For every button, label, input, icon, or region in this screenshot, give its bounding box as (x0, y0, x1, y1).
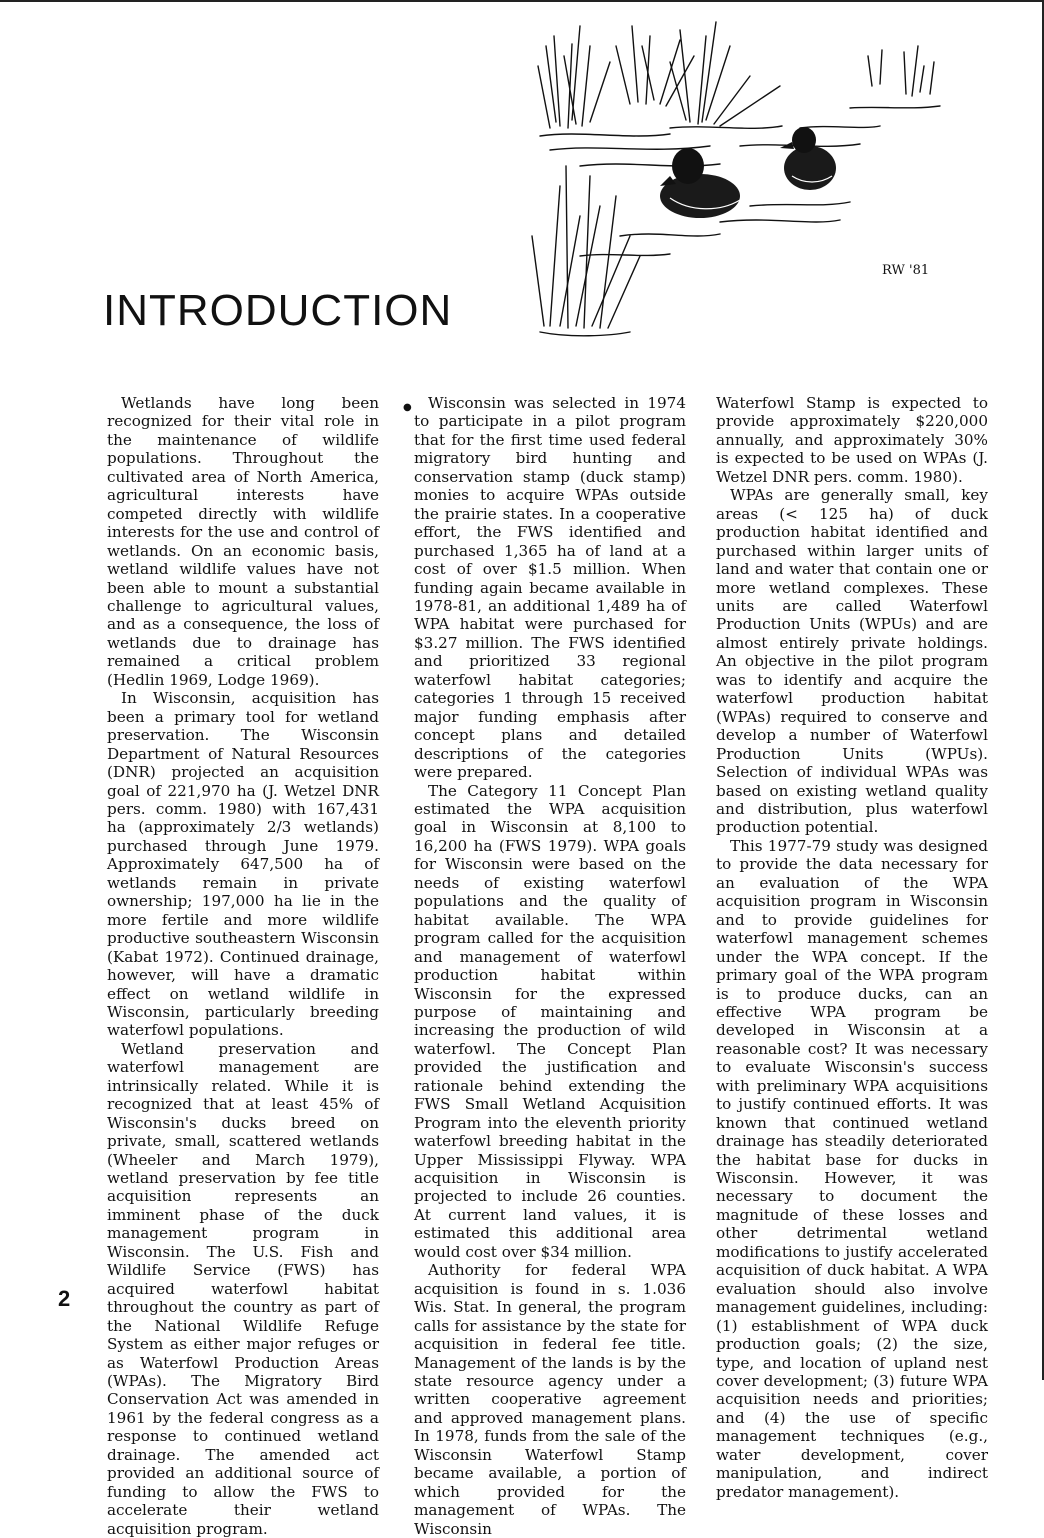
page-title: INTRODUCTION (103, 286, 453, 335)
paragraph: Waterfowl Stamp is expected to provide approximately $220,000 annually, and approximately 30% is expected to be used on WPAs (J. Wetzel DNR pers. comm. 1980). (716, 394, 988, 486)
column-1 (107, 394, 379, 1538)
paragraph: Wetland preservation and waterfowl management are intrinsically related. While it is recognized that at least 45% of Wisconsin's ducks breed on private, small, scattered wetlands (Wheeler and March 1979), wetland preservation by fee title acquisition represents an imminent phase of the duck management program in Wisconsin. The U.S. Fish and Wildlife Service (FWS) has acquired waterfowl habitat throughout the country as part of the National Wildlife Refuge System as either major refuges or as Waterfowl Production Areas (WPAs). The Migratory Bird Conservation Act was amended in 1961 by the federal congress as a response to continued wetland drainage. The amended act provided an additional source of funding to allow the FWS to accelerate their wetland acquisition program. (107, 1039, 379, 1538)
duck-right (780, 127, 836, 190)
paragraph: In Wisconsin, acquisition has been a primary tool for wetland preservation. The Wisconsin Department of Natural Resources (DNR) projected an acquisition goal of 221,970 ha (J. Wetzel DNR pers. comm. 1980) with 167,431 ha (approximately 2/3 wetlands) purchased through June 1979. Approximately 647,500 ha of wetlands remain in private ownership; 197,000 ha lie in the more fertile and more wildlife productive southeastern Wisconsin (Kabat 1972). Continued drainage, however, will have a dramatic effect on wetland wildlife in Wisconsin, particularly breeding waterfowl populations. (107, 689, 379, 1040)
column-3 (716, 394, 988, 1501)
page-border-top (0, 0, 1044, 2)
duck-marsh-illustration (520, 16, 980, 346)
duck-left (660, 148, 740, 218)
paragraph: Wisconsin was selected in 1974 to participate in a pilot program that for the first time used federal migratory bird hunting and conservation stamp (duck stamp) monies to acquire WPAs outside the prairie states. In a cooperative effort, the FWS identified and purchased 1,365 ha of land at a cost of over $1.5 million. When funding again became available in 1978-81, an additional 1,489 ha of WPA habitat were purchased for $3.27 million. The FWS identified and prioritized 33 regional waterfowl habitat categories; categories 1 through 15 received major funding emphasis after concept plans and detailed descriptions of the categories were prepared. (414, 394, 686, 782)
paragraph: This 1977-79 study was designed to provide the data necessary for an evaluation of the WPA acquisition program in Wisconsin and to provide guidelines for waterfowl management schemes under the WPA concept. If the primary goal of the WPA program is to produce ducks, can an effective WPA program be developed in Wisconsin at a reasonable cost? It was necessary to evaluate Wisconsin's success with preliminary WPA acquisitions to justify continued efforts. It was known that continued wetland drainage has steadily deteriorated the habitat base for ducks in Wisconsin. However, it was necessary to document the magnitude of these losses and other detrimental wetland modifications to justify accelerated acquisition of duck habitat. A WPA evaluation should also involve management guidelines, including: (1) establishment of WPA duck production goals; (2) the size, type, and location of upland nest cover development; (3) future WPA acquisition needs and priorities; and (4) the use of specific management techniques (e.g., water development, cover manipulation, and indirect predator management). (716, 836, 988, 1501)
illustration-signature: RW '81 (882, 263, 930, 278)
paragraph: The Category 11 Concept Plan estimated the WPA acquisition goal in Wisconsin at 8,100 to 16,200 ha (FWS 1979). WPA goals for Wisconsin were based on the needs of existing waterfowl populations and the quality of habitat available. The WPA program called for the acquisition and management of waterfowl production habitat within Wisconsin for the expressed purpose of maintaining and increasing the production of wild waterfowl. The Concept Plan provided the justification and rationale behind extending the FWS Small Wetland Acquisition Program into the eleventh priority waterfowl breeding habitat in the Upper Mississippi Flyway. WPA acquisition in Wisconsin is projected to include 26 counties. At current land values, it is estimated this additional area would cost over $34 million. (414, 781, 686, 1261)
page-number: 2 (58, 1286, 71, 1311)
column-2 (414, 394, 686, 1538)
paragraph: WPAs are generally small, key areas (< 125 ha) of duck production habitat identified and purchased within larger units of land and water that contain one or more wetland complexes. These units are called Waterfowl Production Units (WPUs) and are almost entirely private holdings. An objective in the pilot program was to identify and acquire the waterfowl production habitat (WPAs) required to conserve and develop a number of Waterfowl Production Units (WPUs). Selection of individual WPAs was based on existing wetland quality and distribution, plus waterfowl production potential. (716, 486, 988, 837)
paragraph: Wetlands have long been recognized for their vital role in the maintenance of wildlife populations. Throughout the cultivated area of North America, agricultural interests have competed directly with wildlife interests for the use and control of wetlands. On an economic basis, wetland wildlife values have not been able to mount a substantial challenge to agricultural values, and as a consequence, the loss of wetlands due to drainage has remained a critical problem (Hedlin 1969, Lodge 1969). (107, 394, 379, 689)
bullet-mark: ● (403, 402, 412, 413)
paragraph: Authority for federal WPA acquisition is found in s. 1.036 Wis. Stat. In general, the program calls for assistance by the state for acquisition in federal fee title. Management of the lands is by the state resource agency under a written cooperative agreement and approved management plans. In 1978, funds from the sale of the Wisconsin Waterfowl Stamp became available, a portion of which provided for the management of WPAs. The Wisconsin (414, 1261, 686, 1538)
